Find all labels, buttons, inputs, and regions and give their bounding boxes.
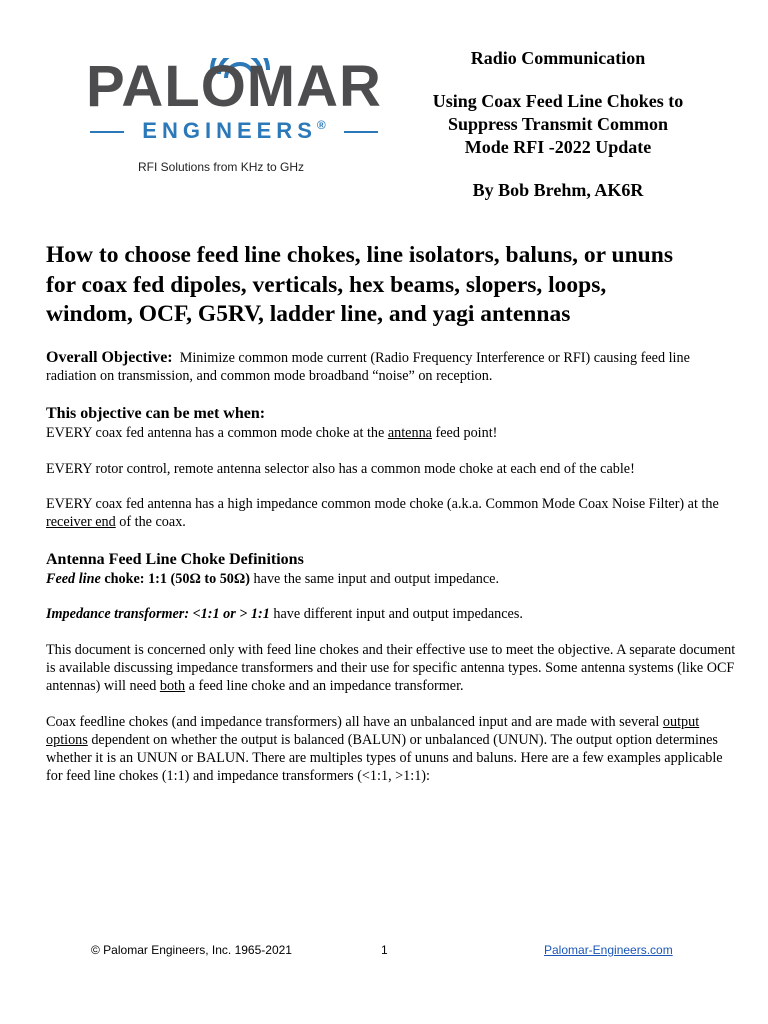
- met-when-heading: This objective can be met when:: [46, 405, 266, 422]
- footer-page-number: 1: [381, 943, 388, 957]
- logo-tagline: RFI Solutions from KHz to GHz: [138, 160, 305, 174]
- definitions-heading: Antenna Feed Line Choke Definitions: [46, 551, 304, 568]
- objective-paragraph: Overall Objective: Minimize common mode current (Radio Frequency Interference or RFI) causing feed line radiation on transmission, and common mode broadband “noise” on reception.: [46, 349, 690, 384]
- definition-feed-line: Feed line choke: 1:1 (50Ω to 50Ω) have the same input and output impedance.: [46, 571, 499, 587]
- body-paragraph-2: Coax feedline chokes (and impedance transformers) all have an unbalanced input and are made with several output options dependent on whether the output is balanced (BALUN) or unbalanced (UNUN). The output option determines whether it is an UNUN or BALUN. There are multiples types of ununs and baluns. Here are a few examples applicable for feed line chokes (1:1) and impedance transformers (<1:1, >1:1):: [46, 714, 723, 784]
- logo-wordmark: PALOMAR: [86, 54, 382, 119]
- doc-author: By Bob Brehm, AK6R: [472, 180, 644, 200]
- doc-title: Using Coax Feed Line Chokes to Suppress Transmit Common Mode RFI -2022 Update: [432, 91, 684, 157]
- met-when-p3: EVERY coax fed antenna has a high impedance common mode choke (a.k.a. Common Mode Coax Noise Filter) at the receiver end of the coax.: [46, 496, 719, 530]
- footer-website-link[interactable]: Palomar-Engineers.com: [544, 943, 673, 957]
- company-logo: [86, 54, 382, 178]
- met-when-p2: EVERY rotor control, remote antenna selector also has a common mode choke at each end of the cable!: [46, 461, 635, 477]
- doc-category: Radio Communication: [470, 48, 646, 68]
- logo-engineers-text: ENGINEERS®: [142, 118, 326, 143]
- body-paragraph-1: This document is concerned only with feed line chokes and their effective use to meet the objective. A separate document is available discussing impedance transformers and their use for specific antenna types. Some antenna systems (like OCF antennas) will need both a feed line choke and an impedance transformer.: [46, 642, 736, 694]
- logo-rule-right: [344, 131, 378, 133]
- definition-impedance-transformer: Impedance transformer: <1:1 or > 1:1 have different input and output impedances.: [46, 606, 523, 622]
- met-when-p1: EVERY coax fed antenna has a common mode choke at the antenna feed point!: [46, 425, 498, 441]
- main-heading: How to choose feed line chokes, line isolators, baluns, or ununs for coax fed dipoles, verticals, hex beams, slopers, loops, windom, OCF, G5RV, ladder line, and yagi antennas: [46, 242, 673, 327]
- footer-copyright: © Palomar Engineers, Inc. 1965-2021: [91, 943, 292, 957]
